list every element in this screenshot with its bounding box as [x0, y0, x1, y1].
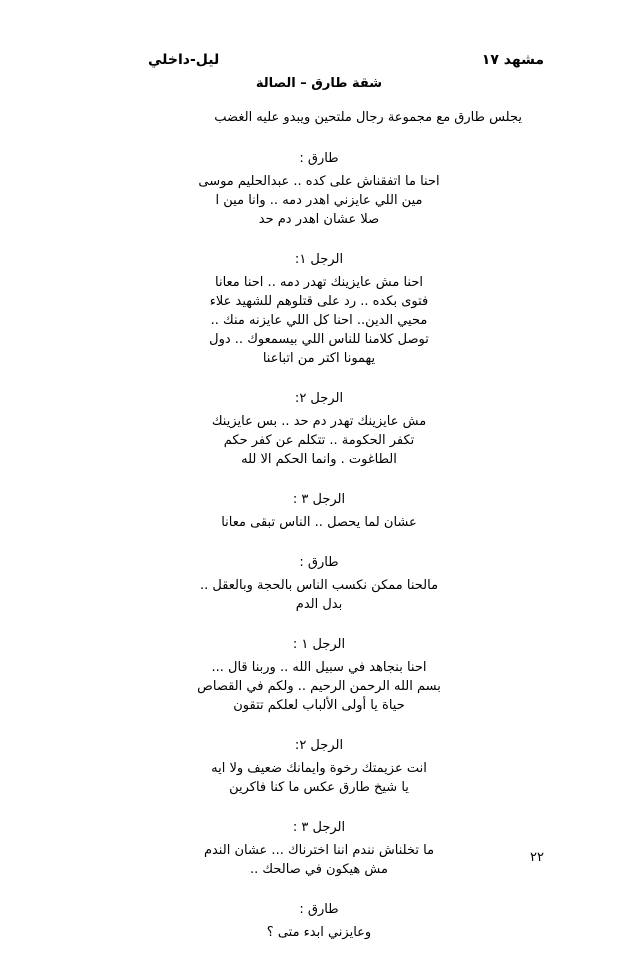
scene-time-place: ليل-داخلي: [148, 52, 220, 68]
dialogue-block: [0, 901, 638, 942]
dialogue-block: [0, 390, 638, 469]
dialogue-line: انت عزيمتك رخوة وايمانك ضعيف ولا ايه: [211, 761, 427, 776]
speaker-name: الرجل ٢:: [294, 738, 344, 753]
dialogue-line: احنا مش عايزينك تهدر دمه .. احنا معانا: [214, 275, 423, 290]
dialogue-block: [0, 150, 638, 229]
scene-location: شقة طارق – الصالة: [255, 76, 383, 91]
dialogue-block: [0, 737, 638, 797]
page-number: ٢٢: [530, 850, 544, 865]
dialogue-line: بدل الدم: [295, 597, 343, 612]
speaker-name: الرجل ١ :: [292, 637, 346, 652]
speaker-name: الرجل ٢:: [294, 391, 344, 406]
dialogue-line: بسم الله الرحمن الرحيم .. ولكم في القصاص: [197, 679, 441, 694]
dialogue-line: فتوى بكده .. رد على قتلوهم للشهيد علاء: [209, 294, 429, 309]
dialogue-line: مش عايزينك تهدر دم حد .. بس عايزينك: [211, 414, 427, 429]
dialogue-line: عشان لما يحصل .. الناس تبقى معانا: [221, 515, 417, 530]
dialogue-block: [0, 491, 638, 532]
dialogue-line: احنا ما اتفقناش على كده .. عبدالحليم موسى: [198, 174, 440, 189]
dialogue-line: مالحنا ممكن نكسب الناس بالحجة وبالعقل ..: [199, 578, 439, 593]
speaker-name: طارق :: [299, 902, 339, 917]
dialogue-line: الطاغوت . وانما الحكم الا لله: [241, 452, 397, 467]
speaker-name: الرجل ١:: [294, 252, 344, 267]
dialogue-line: حياة يا أولى الألباب لعلكم تتقون: [233, 698, 405, 713]
dialogue-block: [0, 819, 638, 879]
dialogue-block: [0, 251, 638, 368]
dialogue-line: صلا عشان اهدر دم حد: [258, 212, 380, 227]
dialogue-line: تكفر الحكومة .. تتكلم عن كفر حكم: [223, 433, 415, 448]
dialogue-line: مش هيكون في صالحك ..: [250, 862, 388, 877]
dialogue-line: يهمونا اكتر من اتباعنا: [262, 351, 376, 366]
dialogue-block: [0, 636, 638, 715]
dialogue-list: [0, 150, 638, 964]
dialogue-line: ما تخلناش نندم اننا اخترناك ... عشان الندم: [203, 843, 435, 858]
dialogue-block: [0, 554, 638, 614]
speaker-name: الرجل ٣ :: [292, 492, 346, 507]
speaker-name: الرجل ٣ :: [292, 820, 346, 835]
speaker-name: طارق :: [299, 151, 339, 166]
dialogue-line: مين اللي عايزني اهدر دمه .. وانا مين ا: [215, 193, 423, 208]
dialogue-line: محيي الدين.. احنا كل اللي عايزنه منك ..: [210, 313, 428, 328]
dialogue-line: وعايزني ابدء متى ؟: [266, 925, 372, 940]
scene-description: يجلس طارق مع مجموعة رجال ملتحين ويبدو عليه الغضب: [214, 110, 522, 125]
scene-number: مشهد ١٧: [481, 52, 544, 68]
dialogue-line: توصل كلامنا للناس اللي بيسمعوك .. دول: [209, 332, 429, 347]
dialogue-line: احنا بنجاهد في سبيل الله .. وربنا قال ...: [211, 660, 427, 675]
speaker-name: طارق :: [299, 555, 339, 570]
dialogue-line: يا شيخ طارق عكس ما كنا فاكرين: [229, 780, 409, 795]
